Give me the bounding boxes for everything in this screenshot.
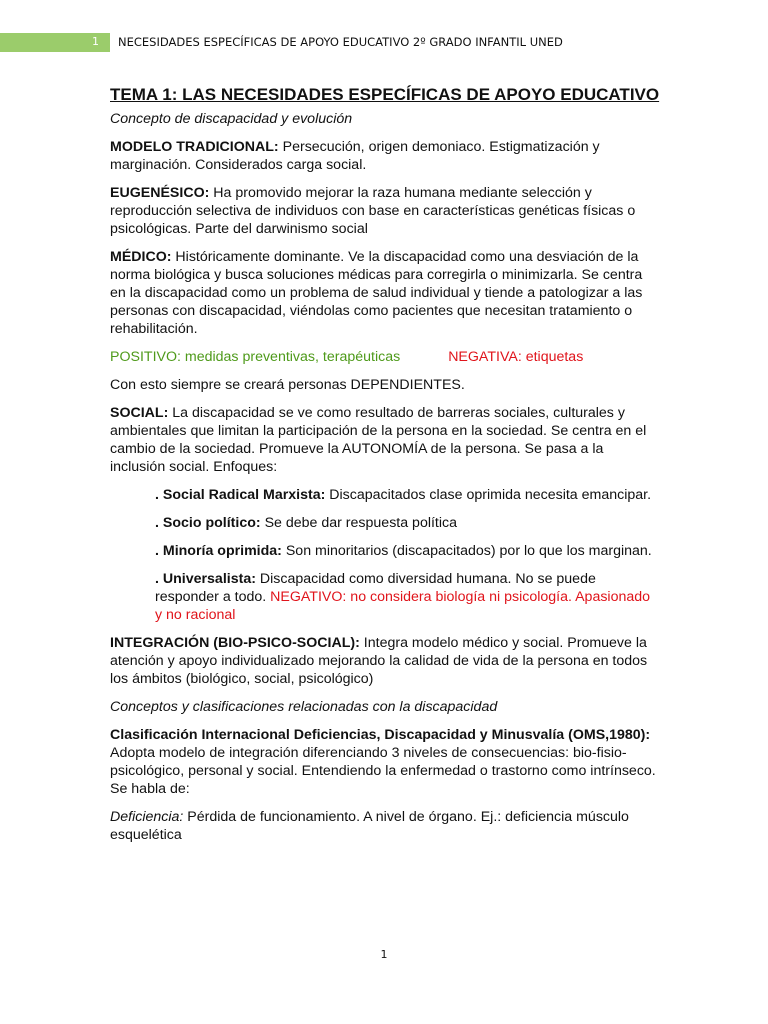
- section-subtitle-2: Conceptos y clasificaciones relacionadas con la discapacidad: [110, 699, 498, 715]
- positivo-note: POSITIVO: medidas preventivas, terapéuticas: [110, 349, 401, 365]
- paragraph-eugenesico: [110, 184, 660, 238]
- term-text: Discapacitados clase oprimida necesita emancipar.: [325, 487, 652, 503]
- enfoque-minoria-oprimida: [110, 542, 660, 560]
- term-label: Clasificación Internacional Deficiencias, Discapacidad y Minusvalía (OMS,1980):: [110, 727, 651, 743]
- term-label: INTEGRACIÓN (BIO-PSICO-SOCIAL):: [110, 635, 360, 651]
- term-label: . Minoría oprimida:: [155, 543, 282, 559]
- paragraph-integracion: [110, 634, 660, 688]
- enfoque-marxista: [110, 486, 660, 504]
- term-label: . Universalista:: [155, 571, 256, 587]
- term-text: Integra modelo médico y social. Promueve la atención y apoyo individualizado mejorando la calidad de vida de la persona en todos los ámbitos (biológico, social, psicológico): [110, 635, 648, 687]
- header-title: NECESIDADES ESPECÍFICAS DE APOYO EDUCATIVO 2º GRADO INFANTIL UNED: [118, 35, 563, 49]
- term-label: . Socio político:: [155, 515, 261, 531]
- page-header: [0, 33, 768, 52]
- paragraph-social: [110, 404, 660, 476]
- term-text: Históricamente dominante. Ve la discapacidad como una desviación de la norma biológica y busca soluciones médicas para corregirla o minimizarla. Se centra en la discapacidad como un problema de salud individual y tiende a patologizar a las personas con discapacidad, viéndolas como pacientes que necesitan tratamiento o rehabilitación.: [110, 249, 643, 337]
- term-label: MODELO TRADICIONAL:: [110, 139, 279, 155]
- positive-negative-row: [110, 348, 660, 366]
- term-label: . Social Radical Marxista:: [155, 487, 326, 503]
- header-page-number: 1: [92, 35, 99, 48]
- paragraph-modelo-tradicional: [110, 138, 660, 174]
- term-text: La discapacidad se ve como resultado de barreras sociales, culturales y ambientales que limitan la participación de la persona en la sociedad. Se centra en el cambio de la sociedad. Promueve la AUTONOMÍA de la persona. Se pasa a la inclusión social. Enfoques:: [110, 405, 647, 475]
- term-text: Se debe dar respuesta política: [260, 515, 458, 531]
- paragraph-medico: [110, 248, 660, 338]
- term-text: Ha promovido mejorar la raza humana mediante selección y reproducción selectiva de individuos con base en características genéticas físicas o psicológicas. Parte del darwinismo social: [110, 185, 636, 237]
- section-subtitle-1: Concepto de discapacidad y evolución: [110, 111, 353, 127]
- paragraph-clasificacion-oms: [110, 726, 660, 798]
- term-text: Pérdida de funcionamiento. A nivel de órgano. Ej.: deficiencia músculo esquelética: [110, 809, 629, 843]
- term-text: Persecución, origen demoniaco. Estigmatización y marginación. Considerados carga social.: [110, 139, 600, 173]
- negativa-note: NEGATIVA: etiquetas: [448, 349, 584, 365]
- document-title: TEMA 1: LAS NECESIDADES ESPECÍFICAS DE APOYO EDUCATIVO: [110, 85, 660, 104]
- enfoque-universalista: [110, 570, 660, 624]
- page-number: 1: [380, 948, 388, 961]
- enfoque-socio-politico: [110, 514, 660, 532]
- term-label: Deficiencia:: [110, 809, 184, 825]
- negativo-note: NEGATIVO: no considera biología ni psicología. Apasionado y no racional: [155, 589, 651, 623]
- term-label: EUGENÉSICO:: [110, 185, 210, 201]
- paragraph-dependientes: Con esto siempre se creará personas DEPENDIENTES.: [110, 377, 465, 393]
- term-text: Adopta modelo de integración diferenciando 3 niveles de consecuencias: bio-fisio-psicológico, personal y social. Entendiendo la enfermedad o trastorno como intrínseco. Se habla de:: [110, 745, 656, 797]
- term-text: Discapacidad como diversidad humana. No se puede responder a todo.: [155, 571, 596, 605]
- term-label: MÉDICO:: [110, 249, 172, 265]
- term-label: SOCIAL:: [110, 405, 169, 421]
- term-text: Son minoritarios (discapacitados) por lo que los marginan.: [281, 543, 652, 559]
- document-body: [110, 84, 660, 854]
- paragraph-deficiencia: [110, 808, 660, 844]
